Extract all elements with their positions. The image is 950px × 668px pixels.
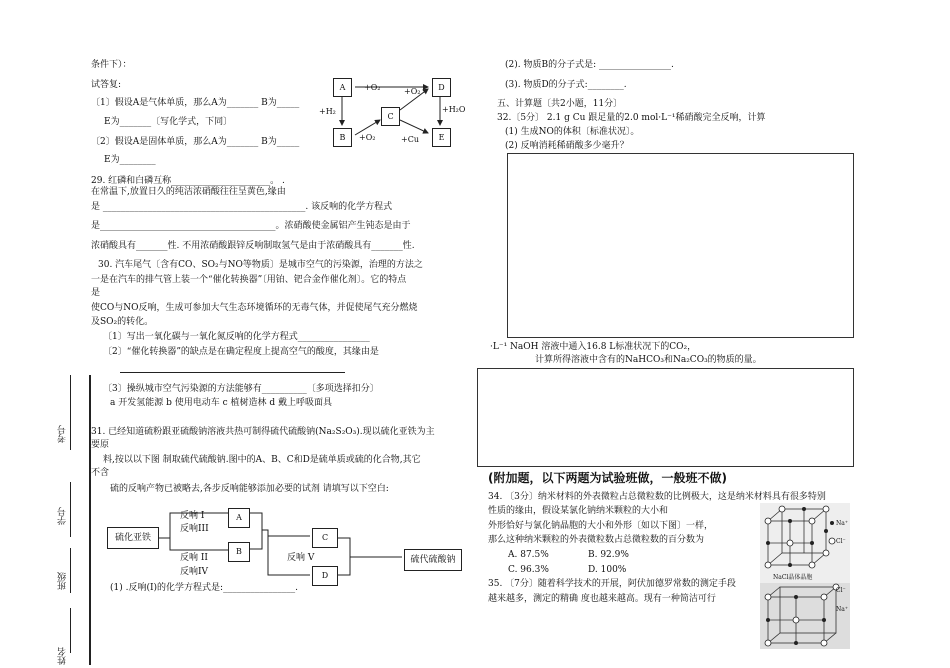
section-title: 五、计算题〔共2小题，11分〕 bbox=[497, 99, 623, 109]
text-line: 是 bbox=[91, 288, 101, 298]
text-line: 32.〔5分〕 2.1 g Cu 跟足量的2.0 mol·L⁻¹稀硝酸完全反响，计算 bbox=[497, 113, 766, 123]
text-line: 硫的反响产物已被略去,各步反响能够添加必要的试剂 请填写以下空白: bbox=[110, 484, 389, 494]
text-line: 是_______________________________________。浓硝酸使金属铝产生钝态是由于 bbox=[91, 221, 411, 231]
text-line: 那么这种纳米颗粒的外表微粒数占总微粒数的百分数为 bbox=[488, 535, 705, 545]
text-line: a 开发氢能源 b 使用电动车 c 植树造林 d 戴上呼吸面具 bbox=[110, 398, 332, 408]
node-c: C bbox=[312, 528, 338, 548]
answer-box[interactable] bbox=[507, 153, 854, 338]
text-line: 29. 红磷和白磷互称______________________。 . bbox=[91, 176, 285, 186]
fill-line bbox=[70, 608, 71, 653]
text-line: 〔3〕操纵城市空气污染源的方法能够有__________〔多项选择扣分〕 bbox=[103, 384, 379, 394]
node-e: E bbox=[432, 128, 451, 147]
text-line: E为_______〔写化学式，下同〕 bbox=[104, 117, 233, 127]
node-end: 硫代硫酸钠 bbox=[404, 549, 462, 571]
text-line: E为________ bbox=[104, 155, 156, 165]
option-c: C. 96.3% bbox=[508, 565, 549, 575]
text-line: 35. 〔7分〕随着科学技术的开展，阿伏加德罗常数的测定手段 bbox=[488, 579, 736, 589]
label-cu: +Cu bbox=[401, 135, 419, 144]
label-h2o: +H₂O bbox=[442, 105, 466, 114]
node-c: C bbox=[381, 107, 400, 126]
binding-line bbox=[89, 375, 91, 665]
legend-cl: Cl⁻ bbox=[836, 538, 846, 545]
label-o2: +O₂ bbox=[404, 87, 421, 96]
text-line: 31. 已经知道硫粉跟亚硫酸钠溶液共热可制得硫代硫酸钠(Na₂S₂O₃).现以硫化亚铁为主 bbox=[91, 427, 435, 437]
figure-caption: NaCl晶体晶胞 bbox=[773, 574, 813, 581]
label-r4: 反响IV bbox=[180, 567, 209, 577]
bonus-heading: (附加题，以下两题为试验班做，一般班不做) bbox=[488, 471, 727, 485]
node-b: B bbox=[333, 128, 352, 147]
node-b: B bbox=[228, 542, 250, 562]
text-line: 〔2〕“催化转换器”的缺点是在确定程度上提高空气的酸度，其缘由是 bbox=[103, 347, 379, 357]
legend-cl: Cl⁻ bbox=[836, 587, 846, 594]
answer-line bbox=[120, 372, 345, 373]
node-d: D bbox=[432, 78, 451, 97]
text-line: 〔2〕假设A是固体单质，那么A为_______ B为_____ bbox=[91, 137, 300, 147]
fill-line bbox=[70, 375, 71, 450]
text-line: 试答复: bbox=[91, 80, 122, 90]
label-o2: +O₂ bbox=[359, 133, 376, 142]
legend-na: Na⁺ bbox=[836, 520, 848, 527]
text-line: (2) 反响消耗稀硝酸多少毫升？ bbox=[505, 141, 629, 151]
label-r2: 反响 II bbox=[180, 553, 208, 563]
fill-line bbox=[70, 548, 71, 593]
text-line: (3). 物质D的分子式:________. bbox=[505, 80, 627, 90]
fill-line bbox=[70, 482, 71, 537]
text-line: 要原 bbox=[91, 440, 110, 450]
label-r1: 反响 I bbox=[180, 511, 205, 521]
text-line: 30. 汽车尾气〔含有CO、SO₂与NO等物质〕是城市空气的污染源，治理的方法之 bbox=[98, 260, 423, 270]
text-line: (2). 物质B的分子式是: ________________. bbox=[505, 60, 674, 70]
option-d: D. 100% bbox=[588, 565, 627, 575]
text-line: 料,按以以下图 制取硫代硫酸钠.图中的A、B、C和D是硫单质或硫的化合物,其它 bbox=[103, 455, 421, 465]
text-line: 计算所得溶液中含有的NaHCO₃和Na₂CO₃的物质的量。 bbox=[535, 355, 762, 365]
text-line: 及SO₂的转化。 bbox=[91, 317, 154, 327]
answer-box[interactable] bbox=[477, 368, 854, 467]
text-line: 外形恰好与氯化钠晶胞的大小和外形〔如以下图〕一样， bbox=[488, 521, 714, 531]
label-name: 姓名 bbox=[58, 647, 68, 665]
text-line: 一是在汽车的排气管上装一个“催化转换器”〔用铂、钯合金作催化剂〕。它的特点 bbox=[91, 275, 407, 285]
text-line: 越来越多，测定的精确 度也越来越高。现有一种简洁可行 bbox=[488, 594, 716, 604]
option-a: A. 87.5% bbox=[508, 550, 549, 560]
text-line: 使CO与NO反响，生成可参加大气生态环境循环的无毒气体，并促使尾气充分燃烧 bbox=[91, 303, 418, 313]
node-d: D bbox=[312, 566, 338, 586]
node-a: A bbox=[228, 508, 250, 528]
text-line: 性质的缘由，假设某氯化钠纳米颗粒的大小和 bbox=[488, 506, 669, 516]
text-line: 34. 〔3分〕纳米材料的外表微粒占总微粒数的比例极大，这是纳米材料具有很多特别 bbox=[488, 492, 826, 502]
text-line: 是 _____________________________________________. 该反响的化学方程式 bbox=[91, 202, 393, 212]
text-line: 在常温下,放置日久的纯洁浓硝酸往往呈黄色,缘由 bbox=[91, 187, 286, 197]
option-b: B. 92.9% bbox=[588, 550, 629, 560]
label-r5: 反响 V bbox=[287, 553, 315, 563]
label-class: 班级 bbox=[58, 572, 68, 590]
text-line: (1) 生成NO的体积〔标准状况〕。 bbox=[505, 127, 640, 137]
label-student-no: 学号 bbox=[58, 507, 68, 525]
text-line: (1) .反响(I)的化学方程式是:________________. bbox=[110, 583, 298, 593]
text-line: 〔1〕写出一氧化碳与一氧化氮反响的化学方程式________________ bbox=[103, 332, 370, 342]
text-line: 〔1〕假设A是气体单质，那么A为_______ B为_____ bbox=[91, 98, 300, 108]
legend-na: Na⁺ bbox=[836, 606, 848, 613]
text-line: 浓硝酸具有_______性. 不用浓硝酸跟锌反响制取氢气是由于浓硝酸具有_______性. bbox=[91, 241, 415, 251]
node-a: A bbox=[333, 78, 352, 97]
text-line: 不含 bbox=[91, 468, 110, 478]
label-h2: +H₂ bbox=[319, 107, 336, 116]
node-start: 硫化亚铁 bbox=[107, 527, 159, 549]
label-o2: +O₂ bbox=[364, 83, 381, 92]
label-exam-no: 考号 bbox=[58, 425, 68, 443]
text-line: ·L⁻¹ NaOH 溶液中通入16.8 L标准状况下的CO₂， bbox=[490, 342, 697, 352]
text-line: 条件下）： bbox=[91, 60, 132, 70]
label-r3: 反响III bbox=[180, 524, 209, 534]
